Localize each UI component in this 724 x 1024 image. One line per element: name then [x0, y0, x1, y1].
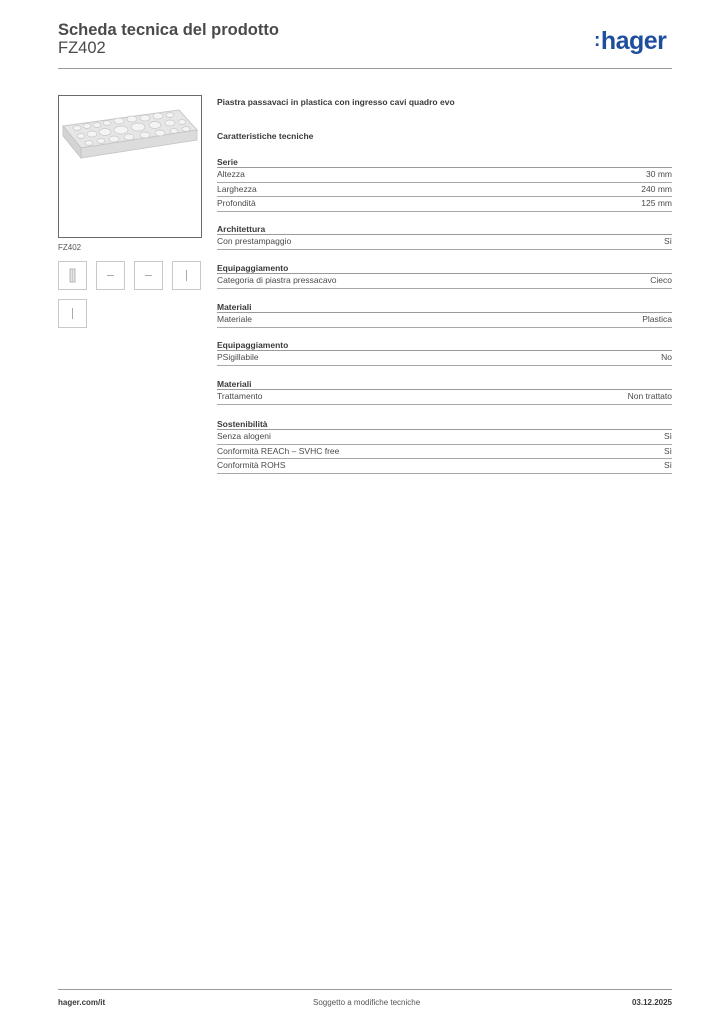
- spec-label: Conformità ROHS: [217, 460, 286, 471]
- thumbnail-2[interactable]: [96, 261, 125, 290]
- spec-group-title: Materiali: [217, 301, 672, 313]
- spec-value: Plastica: [642, 314, 672, 324]
- spec-value: Sì: [663, 445, 672, 456]
- spec-label: Larghezza: [217, 183, 257, 194]
- spec-label: Senza alogeni: [217, 431, 271, 441]
- spec-value: Non trattato: [627, 391, 672, 401]
- spec-value: 30 mm: [646, 169, 672, 179]
- spec-label: Conformità REACh – SVHC free: [217, 445, 340, 456]
- footer-divider: [58, 989, 672, 990]
- spec-group-equipaggiamento: [217, 262, 672, 289]
- spec-row: [217, 390, 672, 405]
- spec-value: Sì: [663, 236, 672, 246]
- spec-value: 240 mm: [641, 183, 672, 194]
- image-caption: FZ402: [58, 243, 82, 252]
- footer-date: 03.12.2025: [631, 998, 672, 1007]
- header-divider: [58, 68, 672, 69]
- spec-label: PSigillabile: [217, 352, 259, 362]
- plate-bottom-icon: [135, 262, 162, 289]
- thumbnail-5[interactable]: [58, 299, 87, 328]
- spec-row: [217, 459, 672, 474]
- thumbnail-1[interactable]: [58, 261, 87, 290]
- product-description: Piastra passavaci in plastica con ingresso cavi quadro evo: [217, 97, 455, 107]
- spec-group-title: Equipaggiamento: [217, 339, 672, 351]
- spec-label: Profondità: [217, 198, 256, 209]
- spec-value: Sì: [663, 431, 672, 441]
- spec-group-title: Equipaggiamento: [217, 262, 672, 274]
- spec-group-title: Sostenibilità: [217, 418, 672, 430]
- plate-side-icon: [173, 262, 200, 289]
- plate-front-icon: [59, 262, 86, 289]
- spec-group-sostenibilita: [217, 418, 672, 474]
- spec-label: Trattamento: [217, 391, 263, 401]
- spec-label: Altezza: [217, 169, 245, 179]
- page-title: Scheda tecnica del prodotto: [58, 21, 279, 39]
- hager-logo[interactable]: [594, 26, 666, 56]
- spec-group-title: Serie: [217, 156, 672, 168]
- plate-edge-icon: [59, 300, 86, 327]
- spec-row: [217, 274, 672, 289]
- spec-value: No: [661, 352, 672, 362]
- spec-label: Materiale: [217, 314, 252, 324]
- spec-group-title: Architettura: [217, 223, 672, 235]
- spec-row: [217, 445, 672, 460]
- spec-value: Cieco: [650, 275, 672, 285]
- specs-title: Caratteristiche tecniche: [217, 131, 314, 141]
- spec-value: 125 mm: [641, 198, 672, 209]
- spec-value: Sì: [663, 460, 672, 471]
- spec-group-materiali-2: [217, 378, 672, 405]
- spec-row: [217, 351, 672, 366]
- spec-group-materiali: [217, 301, 672, 328]
- thumbnail-4[interactable]: [172, 261, 201, 290]
- spec-row: [217, 430, 672, 445]
- spec-label: Con prestampaggio: [217, 236, 292, 246]
- plate-top-icon: [97, 262, 124, 289]
- product-code: FZ402: [58, 39, 106, 57]
- logo-mark: :: [594, 30, 600, 51]
- footer-notice: Soggetto a modifiche tecniche: [313, 998, 421, 1007]
- spec-group-title: Materiali: [217, 378, 672, 390]
- spec-group-serie: [217, 156, 672, 212]
- logo-text: hager: [600, 27, 667, 55]
- product-image[interactable]: [58, 95, 202, 238]
- spec-group-architettura: [217, 223, 672, 250]
- spec-group-equipaggiamento-2: [217, 339, 672, 366]
- spec-row: [217, 197, 672, 212]
- footer-website-link[interactable]: hager.com/it: [58, 998, 106, 1007]
- spec-row: [217, 183, 672, 198]
- spec-row: [217, 313, 672, 328]
- spec-label: Categoria di piastra pressacavo: [217, 275, 337, 285]
- cable-entry-plate-illustration: [59, 96, 201, 237]
- thumbnail-3[interactable]: [134, 261, 163, 290]
- spec-row: [217, 168, 672, 183]
- spec-row: [217, 235, 672, 250]
